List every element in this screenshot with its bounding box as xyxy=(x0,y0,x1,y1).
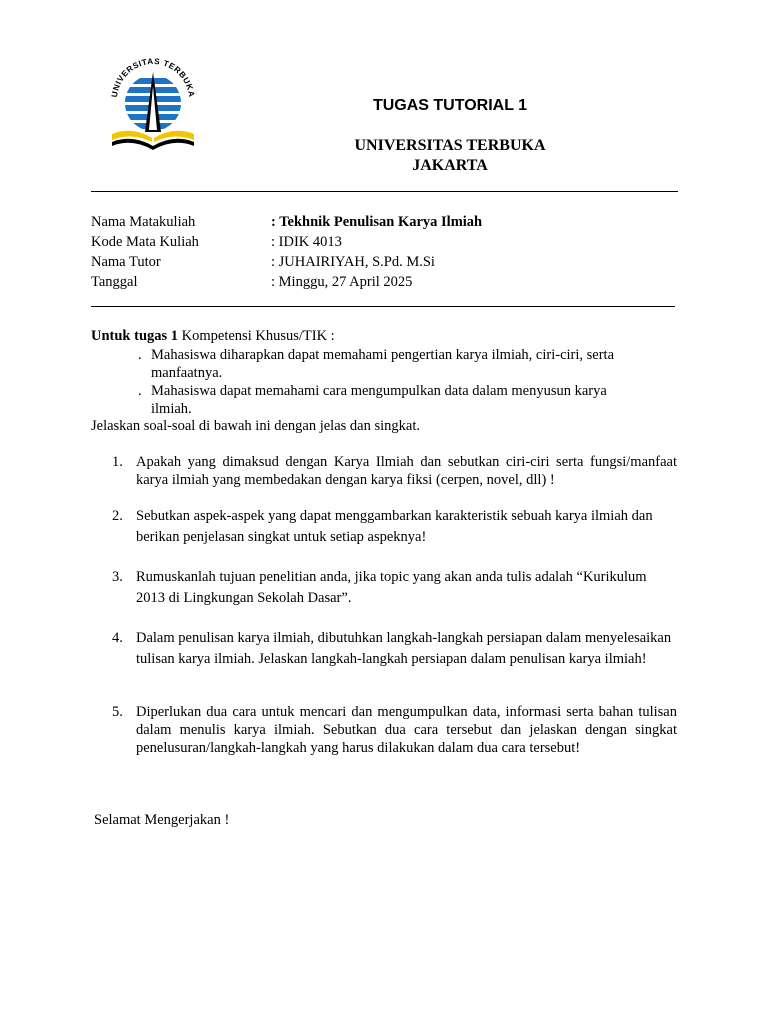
question-text: Rumuskanlah tujuan penelitian anda, jika topic yang akan anda tulis adalah “Kurikulum 2013 di Lingkungan Sekolah Dasar”. xyxy=(136,569,647,606)
question-text: Dalam penulisan karya ilmiah, dibutuhkan langkah-langkah persiapan dalam menyelesaikan tulisan karya ilmiah. Jelaskan langkah-langkah persiapan dalam penulisan karya ilmiah! xyxy=(136,630,672,667)
question-number: 4. xyxy=(112,630,123,646)
info-value: : Tekhnik Penulisan Karya Ilmiah xyxy=(271,214,483,230)
instruction-text: Jelaskan soal-soal di bawah ini dengan jelas dan singkat. xyxy=(91,418,420,434)
info-label: Nama Matakuliah xyxy=(91,214,196,230)
question-number: 1. xyxy=(112,454,123,470)
university-logo xyxy=(106,56,200,152)
info-label: Kode Mata Kuliah xyxy=(91,234,199,250)
info-row-course-name xyxy=(91,212,482,232)
info-value: : JUHAIRIYAH, S.Pd. M.Si xyxy=(271,254,435,270)
info-value: : IDIK 4013 xyxy=(271,234,342,250)
bullet-mark: . xyxy=(138,383,142,399)
university-name: UNIVERSITAS TERBUKA xyxy=(354,137,546,154)
question-number: 5. xyxy=(112,704,123,720)
header-divider xyxy=(91,191,678,192)
competency-item: Mahasiswa diharapkan dapat memahami pengertian karya ilmiah, ciri-ciri, serta manfaatnya. xyxy=(151,347,615,381)
competency-item: Mahasiswa dapat memahami cara mengumpulkan data dalam menyusun karya ilmiah. xyxy=(151,383,607,417)
question-text: Sebutkan aspek-aspek yang dapat menggambarkan karakteristik sebuah karya ilmiah dan berikan penjelasan singkat untuk setiap aspeknya! xyxy=(136,508,653,545)
info-row-date xyxy=(91,272,412,292)
svg-text:UNIVERSITAS TERBUKA: UNIVERSITAS TERBUKA xyxy=(110,56,196,98)
competency-intro xyxy=(91,327,335,345)
info-value: : Minggu, 27 April 2025 xyxy=(271,274,413,290)
closing-text: Selamat Mengerjakan ! xyxy=(94,812,230,828)
info-label: Nama Tutor xyxy=(91,254,161,270)
university-heading xyxy=(300,136,600,176)
info-label: Tanggal xyxy=(91,274,138,290)
university-city: JAKARTA xyxy=(412,157,488,174)
info-row-course-code xyxy=(91,232,342,252)
competency-intro-text: Kompetensi Khusus/TIK : xyxy=(178,328,335,344)
question-number: 2. xyxy=(112,508,123,524)
info-row-tutor xyxy=(91,252,435,272)
question-text: Apakah yang dimaksud dengan Karya Ilmiah dan sebutkan ciri-ciri serta fungsi/manfaat karya ilmiah yang membedakan dengan karya fiksi (cerpen, novel, dll) ! xyxy=(136,454,677,488)
competency-intro-bold: Untuk tugas 1 xyxy=(91,328,179,344)
question-number: 3. xyxy=(112,569,123,585)
page-title: TUGAS TUTORIAL 1 xyxy=(372,97,528,114)
question-text: Diperlukan dua cara untuk mencari dan mengumpulkan data, informasi serta bahan tulisan dalam menulis karya ilmiah. Sebutkan dua cara tersebut dan jelaskan dengan singkat penelusuran/langkah-langkah yang harus dilakukan dalam dua cara tersebut! xyxy=(136,704,677,756)
bullet-mark: . xyxy=(138,347,142,363)
info-divider xyxy=(91,306,675,307)
